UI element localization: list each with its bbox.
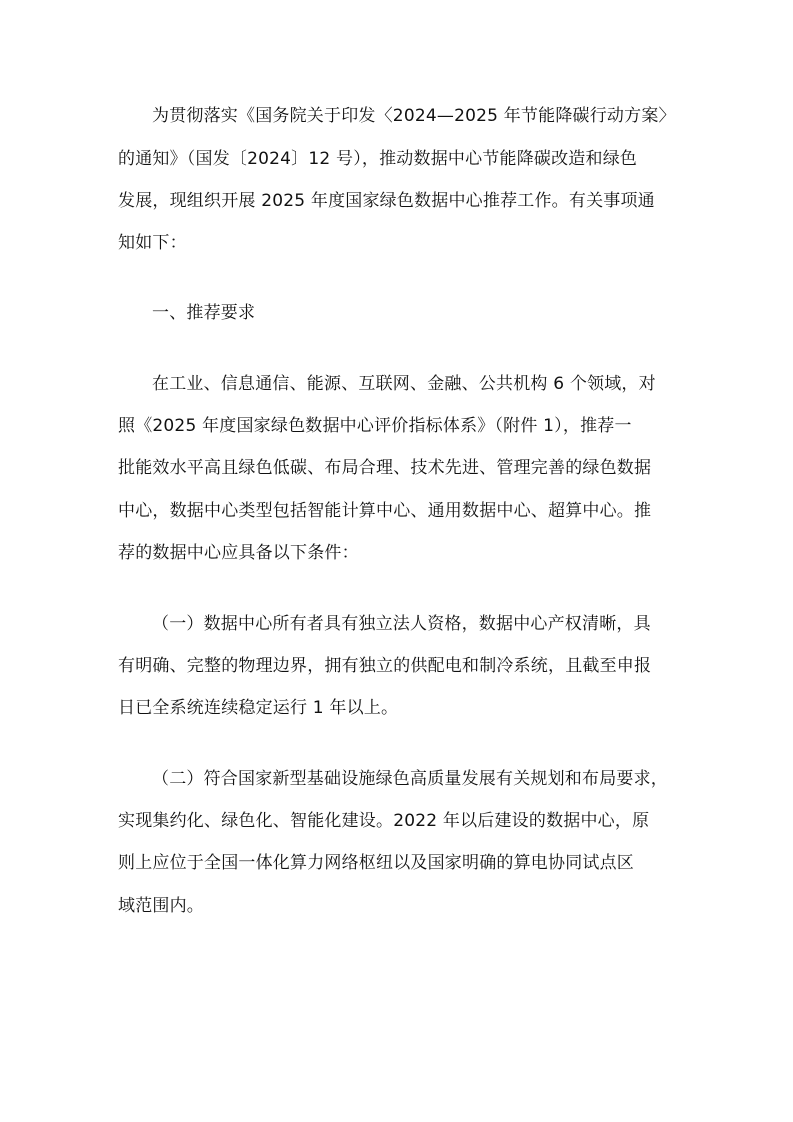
condition-1-line-2: 有明确、完整的物理边界，拥有独立的供配电和制冷系统，且截至申报: [118, 656, 652, 676]
intro-line-1: 为贯彻落实《国务院关于印发〈2024—2025 年节能降碳行动方案〉: [152, 106, 676, 126]
condition-2-line-4: 域范围内。: [118, 896, 204, 916]
requirements-line-3: 批能效水平高且绿色低碳、布局合理、技术先进、管理完善的绿色数据: [118, 458, 652, 478]
section-heading-1: 一、推荐要求: [152, 303, 256, 323]
requirements-line-5: 荐的数据中心应具备以下条件：: [118, 543, 359, 563]
condition-2-line-2: 实现集约化、绿色化、智能化建设。2022 年以后建设的数据中心，原: [118, 811, 650, 831]
intro-line-2: 的通知》（国发〔2024〕12 号），推动数据中心节能降碳改造和绿色: [118, 149, 638, 169]
requirements-line-4: 中心，数据中心类型包括智能计算中心、通用数据中心、超算中心。推: [118, 501, 652, 521]
condition-2-line-3: 则上应位于全国一体化算力网络枢纽以及国家明确的算电协同试点区: [118, 853, 634, 873]
condition-1-line-1: （一）数据中心所有者具有独立法人资格，数据中心产权清晰，具: [152, 614, 651, 634]
requirements-line-2: 照《2025 年度国家绿色数据中心评价指标体系》（附件 1），推荐一: [118, 416, 632, 436]
requirements-line-1: 在工业、信息通信、能源、互联网、金融、公共机构 6 个领域，对: [152, 374, 656, 394]
condition-2-line-1: （二）符合国家新型基础设施绿色高质量发展有关规划和布局要求，: [152, 769, 668, 789]
condition-1-line-3: 日已全系统连续稳定运行 1 年以上。: [118, 698, 399, 718]
intro-line-3: 发展，现组织开展 2025 年度国家绿色数据中心推荐工作。有关事项通: [118, 191, 655, 211]
intro-line-4: 知如下：: [118, 233, 187, 253]
